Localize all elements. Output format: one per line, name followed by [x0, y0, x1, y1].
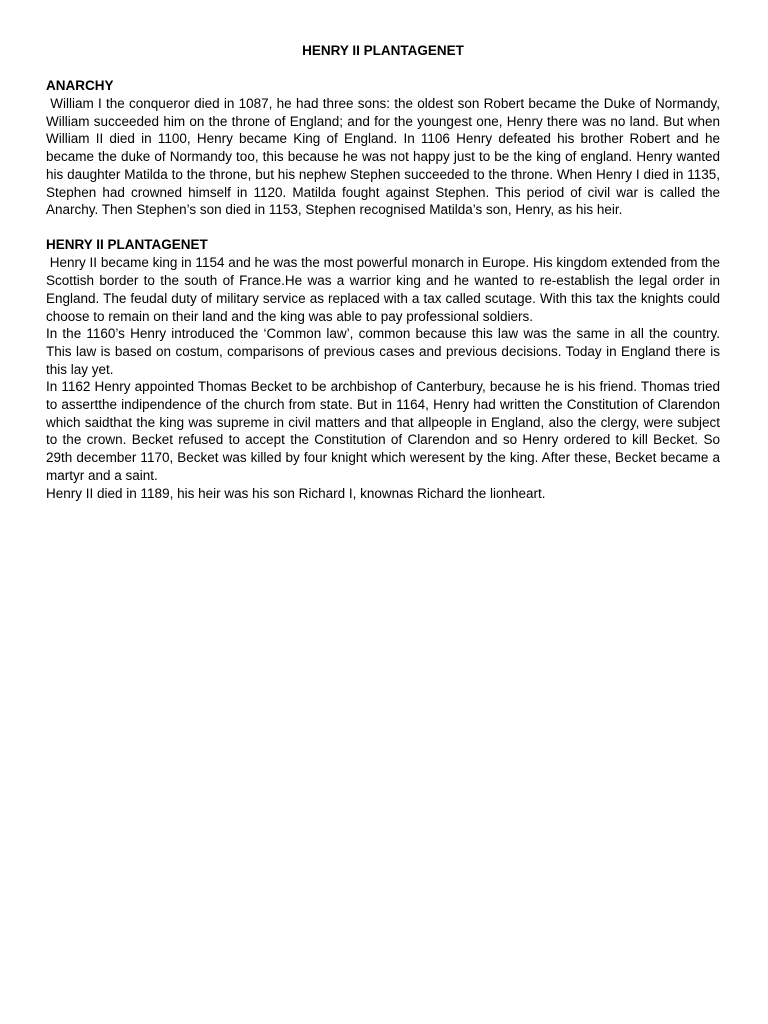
paragraph-henry-king: Henry II became king in 1154 and he was the most powerful monarch in Europe. His kingdom extended from the Scottish border to the south of France.He was a warrior king and he wanted to re-establish the legal order in England. The feudal duty of military service as replaced with a tax called scutage. With this tax the knights could choose to remain on their land and the king was able to pay professional soldiers. [46, 255, 720, 324]
section-henry-ii [46, 236, 720, 502]
paragraph-becket: In 1162 Henry appointed Thomas Becket to be archbishop of Canterbury, because he is his friend. Thomas tried to assertthe indipendence of the church from state. But in 1164, Henry had written the Constitution of Clarendon which saidthat the king was supreme in civil matters and that allpeople in England, also the clergy, were subject to the crown. Becket refused to accept the Constitution of Clarendon and so Henry ordered to kill Becket. So 29th december 1170, Becket was killed by four knight which weresent by the king. After these, Becket became a martyr and a saint. [46, 379, 720, 483]
paragraph-henry-death: Henry II died in 1189, his heir was his son Richard I, knownas Richard the lionheart. [46, 485, 546, 501]
section-heading-anarchy: ANARCHY [46, 78, 114, 93]
section-anarchy [46, 77, 720, 219]
section-heading-henry-ii: HENRY II PLANTAGENET [46, 237, 208, 253]
document-title: HENRY II PLANTAGENET [302, 43, 464, 58]
paragraph-common-law: In the 1160’s Henry introduced the ‘Common law’, common because this law was the same in all the country. This law is based on costum, comparisons of previous cases and previous decisions. Today in England there is this lay yet. [46, 326, 720, 377]
paragraph-anarchy: William I the conqueror died in 1087, he had three sons: the oldest son Robert became the Duke of Normandy, William succeeded him on the throne of England; and for the youngest one, Henry there was no land. But when William II died in 1100, Henry became King of England. In 1106 Henry defeated his brother Robert and he became the duke of Normandy too, this because he was not happy just to be the king of england. Henry wanted his daughter Matilda to the throne, but his nephew Stephen succeeded to the throne. When Henry I died in 1135, Stephen had crowned himself in 1120. Matilda fought against Stephen. This period of civil war is called the Anarchy. Then Stephen’s son died in 1153, Stephen recognised Matilda’s son, Henry, as his heir. [46, 96, 720, 218]
